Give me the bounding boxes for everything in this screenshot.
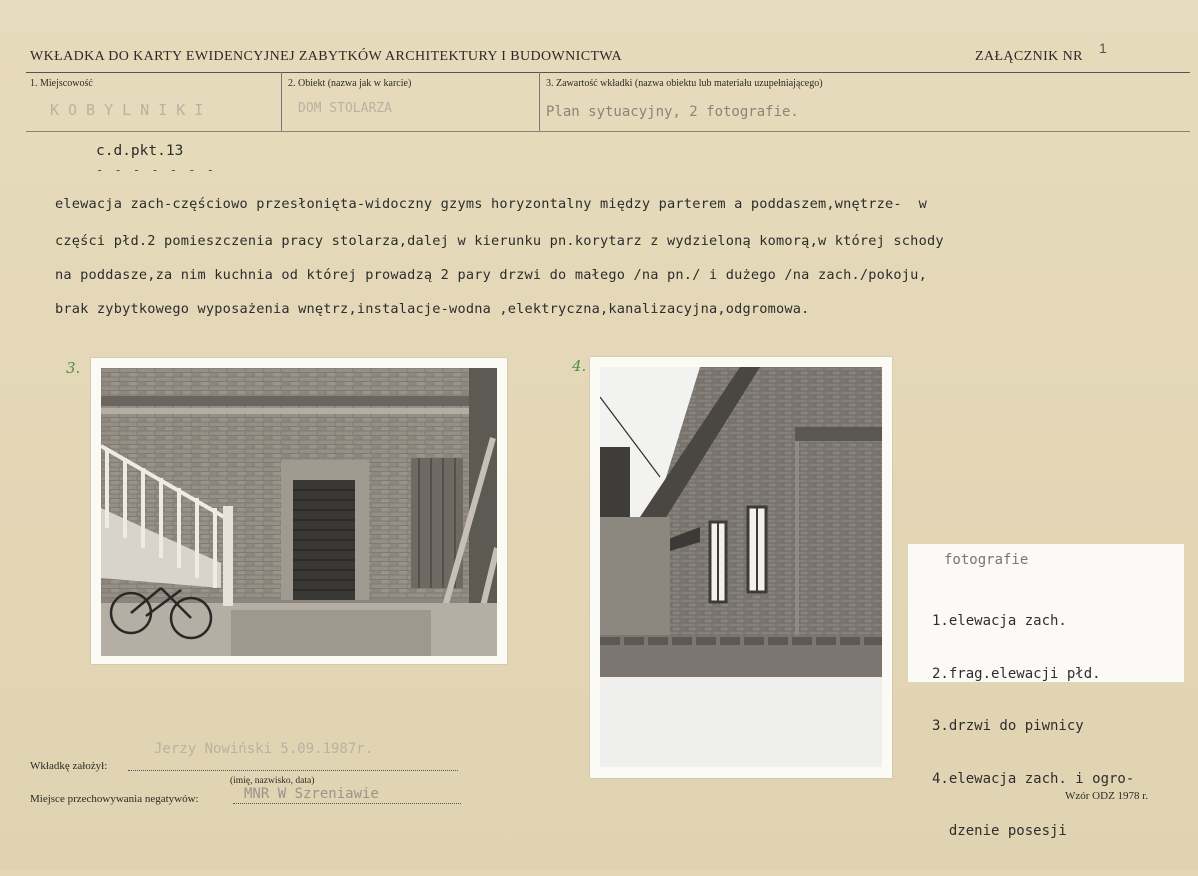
field-divider-1	[281, 72, 282, 131]
founder-value: Jerzy Nowiński 5.09.1987r.	[154, 741, 374, 757]
caption-title: fotografie	[944, 552, 1029, 568]
body-line-2: części płd.2 pomieszczenia pracy stolarza,dalej w kierunku pn.korytarz z wydzieloną komorą,w której schody	[55, 233, 944, 249]
annex-label: ZAŁĄCZNIK NR	[975, 49, 1083, 64]
negatives-label: Miejsce przechowywania negatywów:	[30, 793, 199, 805]
body-line-4: brak zybytkowego wyposażenia wnętrz,instalacje-wodna ,elektryczna,kanalizacyjna,odgromowa.	[55, 301, 810, 317]
continuation-ref: c.d.pkt.13	[96, 143, 184, 159]
negatives-value: MNR W Szreniawie	[244, 786, 379, 802]
form-code: Wzór ODZ 1978 r.	[1065, 790, 1149, 802]
founder-line	[128, 770, 458, 771]
photo-west-elevation	[590, 357, 892, 778]
photo-number-right: 4.	[572, 357, 587, 375]
contents-label: 3. Zawartość wkładki (nazwa obiektu lub materiału uzupełniającego)	[546, 78, 823, 89]
photo-left-image	[101, 368, 497, 656]
annex-number: 1	[1099, 40, 1107, 56]
body-line-1: elewacja zach-częściowo przesłonięta-widoczny gzyms horyzontalny między parterem a poddaszem,wnętrze- w	[55, 196, 927, 212]
header-rule	[26, 72, 1190, 73]
photo-number-left: 3.	[66, 359, 81, 377]
founder-hint: (imię, nazwisko, data)	[230, 776, 315, 786]
contents-value: Plan sytuacyjny, 2 fotografie.	[546, 104, 799, 120]
field-divider-2	[539, 72, 540, 131]
locality-label: 1. Miejscowość	[30, 78, 93, 89]
card-title: WKŁADKA DO KARTY EWIDENCYJNEJ ZABYTKÓW ARCHITEKTURY I BUDOWNICTWA	[30, 49, 622, 64]
caption-item-4: 4.elewacja zach. i ogro-	[932, 770, 1135, 787]
continuation-underline: - - - - - - -	[96, 163, 216, 177]
caption-list	[932, 578, 1134, 876]
locality-value: KOBYLNIKI	[50, 101, 213, 119]
photo-door-to-cellar	[91, 358, 507, 664]
photo-right-image	[600, 367, 882, 767]
caption-item-1: 1.elewacja zach.	[932, 613, 1067, 629]
founder-label: Wkładkę założył:	[30, 760, 108, 772]
caption-item-5: dzenie posesji	[932, 823, 1067, 839]
negatives-line	[233, 803, 461, 804]
object-label: 2. Obiekt (nazwa jak w karcie)	[288, 78, 412, 89]
fields-rule	[26, 131, 1190, 132]
object-value: DOM STOLARZA	[298, 101, 392, 116]
caption-item-2: 2.frag.elewacji płd.	[932, 665, 1101, 682]
caption-item-3: 3.drzwi do piwnicy	[932, 718, 1084, 734]
body-line-3: na poddasze,za nim kuchnia od której prowadzą 2 pary drzwi do małego /na pn./ i dużego /na zach./pokoju,	[55, 267, 927, 283]
